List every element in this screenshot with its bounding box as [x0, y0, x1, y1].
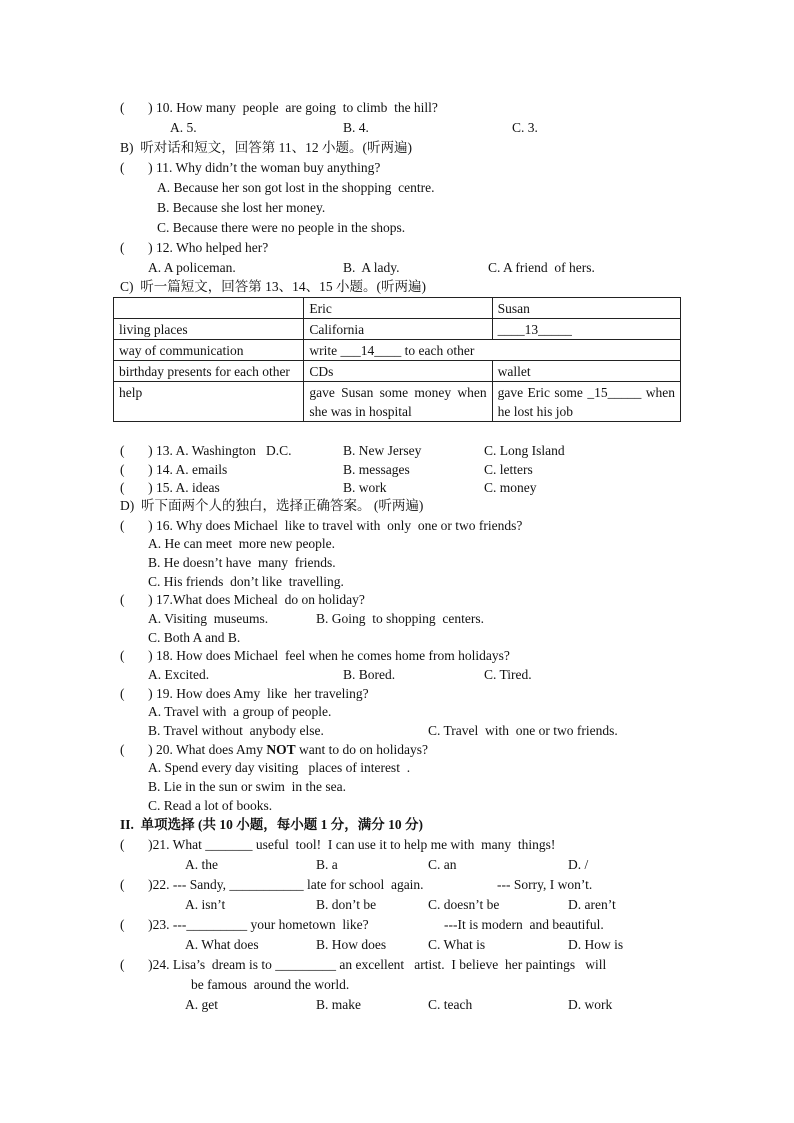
table-cell: help: [114, 382, 304, 422]
q11-option-a: A. Because her son got lost in the shopping centre.: [157, 180, 435, 195]
q22-stem: ( )22. --- Sandy, ___________ late for school again.: [120, 877, 424, 892]
table-cell: way of communication: [114, 340, 304, 361]
q23-stem: ( )23. ---_________ your hometown like?: [120, 917, 369, 932]
section-c-heading: C) 听一篇短文，回答第 13、14、15 小题。(听两遍): [120, 279, 426, 294]
q15-option-c: C. money: [484, 480, 537, 495]
q18-option-c: C. Tired.: [484, 667, 532, 682]
q15-stem: ( ) 15. A. ideas: [120, 480, 220, 495]
q10-option-b: B. 4.: [343, 120, 369, 135]
table-row: [114, 340, 681, 361]
q20-option-b: B. Lie in the sun or swim in the sea.: [148, 779, 346, 794]
table-cell: living places: [114, 319, 304, 340]
table-cell: ____13_____: [492, 319, 680, 340]
q23-option-a: A. What does: [185, 937, 259, 952]
q17-option-c: C. Both A and B.: [148, 630, 241, 645]
q22-reply: --- Sorry, I won’t.: [497, 877, 593, 892]
q12-option-c: C. A friend of hers.: [488, 260, 595, 275]
q13-option-c: C. Long Island: [484, 443, 565, 458]
q24-stem: ( )24. Lisa’s dream is to _________ an excellent artist. I believe her paintings will: [120, 957, 607, 972]
q11-option-b: B. Because she lost her money.: [157, 200, 326, 215]
q20-option-a: A. Spend every day visiting places of interest .: [148, 760, 411, 775]
q18-option-a: A. Excited.: [148, 667, 210, 682]
q17-option-a: A. Visiting museums.: [148, 611, 269, 626]
q21-option-d: D. /: [568, 857, 589, 872]
q21-stem: ( )21. What _______ useful tool! I can use it to help me with many things!: [120, 837, 556, 852]
table-row: [114, 382, 681, 422]
q19-option-a: A. Travel with a group of people.: [148, 704, 332, 719]
q16-option-a: A. He can meet more new people.: [148, 536, 336, 551]
q12-stem: ( ) 12. Who helped her?: [120, 240, 269, 255]
q22-option-d: D. aren’t: [568, 897, 616, 912]
info-table: [113, 297, 681, 422]
table-cell: gave Susan some money when she was in hospital: [304, 382, 492, 422]
q22-option-a: A. isn’t: [185, 897, 226, 912]
table-cell: [114, 298, 304, 319]
q21-option-a: A. the: [185, 857, 218, 872]
q16-stem: ( ) 16. Why does Michael like to travel with only one or two friends?: [120, 518, 523, 533]
q21-option-b: B. a: [316, 857, 338, 872]
q16-option-c: C. His friends don’t like travelling.: [148, 574, 344, 589]
table-row: [114, 319, 681, 340]
q19-stem: ( ) 19. How does Amy like her traveling?: [120, 686, 369, 701]
q14-option-c: C. letters: [484, 462, 533, 477]
q12-option-b: B. A lady.: [343, 260, 400, 275]
q19-option-b: B. Travel without anybody else.: [148, 723, 324, 738]
table-cell: write ___14____ to each other: [304, 340, 681, 361]
table-cell: CDs: [304, 361, 492, 382]
q24-option-a: A. get: [185, 997, 218, 1012]
table-cell: Susan: [492, 298, 680, 319]
q19-option-c: C. Travel with one or two friends.: [428, 723, 618, 738]
q12-option-a: A. A policeman.: [148, 260, 236, 275]
q23-option-d: D. How is: [568, 937, 624, 952]
q23-reply: ---It is modern and beautiful.: [444, 917, 604, 932]
q20-stem-start: ( ) 20. What does Amy: [120, 742, 267, 757]
table-cell: wallet: [492, 361, 680, 382]
q20-stem: [120, 741, 428, 758]
section-d-heading: D) 听下面两个人的独白，选择正确答案。 (听两遍): [120, 498, 424, 513]
q20-stem-emphasis: NOT: [266, 742, 296, 757]
q21-option-c: C. an: [428, 857, 457, 872]
table-cell: birthday presents for each other: [114, 361, 304, 382]
q13-stem: ( ) 13. A. Washington D.C.: [120, 443, 292, 458]
q22-option-b: B. don’t be: [316, 897, 377, 912]
q24-option-b: B. make: [316, 997, 361, 1012]
q11-stem: ( ) 11. Why didn’t the woman buy anything?: [120, 160, 381, 175]
q14-stem: ( ) 14. A. emails: [120, 462, 228, 477]
q10-option-c: C. 3.: [512, 120, 538, 135]
q15-option-b: B. work: [343, 480, 387, 495]
table-cell: California: [304, 319, 492, 340]
q17-option-b: B. Going to shopping centers.: [316, 611, 484, 626]
q24-stem-continued: be famous around the world.: [191, 977, 350, 992]
q10-stem: ( ) 10. How many people are going to climb the hill?: [120, 100, 438, 115]
q23-option-c: C. What is: [428, 937, 486, 952]
q17-stem: ( ) 17.What does Micheal do on holiday?: [120, 592, 365, 607]
table-row: [114, 361, 681, 382]
part2-heading: II. 单项选择 (共 10 小题，每小题 1 分，满分 10 分): [120, 817, 423, 832]
q23-option-b: B. How does: [316, 937, 387, 952]
section-b-heading: B) 听对话和短文，回答第 11、12 小题。(听两遍): [120, 140, 412, 155]
q18-option-b: B. Bored.: [343, 667, 396, 682]
q16-option-b: B. He doesn’t have many friends.: [148, 555, 336, 570]
table-cell: gave Eric some _15_____ when he lost his job: [492, 382, 680, 422]
q11-option-c: C. Because there were no people in the shops.: [157, 220, 406, 235]
q24-option-d: D. work: [568, 997, 613, 1012]
q22-option-c: C. doesn’t be: [428, 897, 500, 912]
q14-option-b: B. messages: [343, 462, 410, 477]
table-row: [114, 298, 681, 319]
q10-option-a: A. 5.: [170, 120, 197, 135]
q13-option-b: B. New Jersey: [343, 443, 422, 458]
q24-option-c: C. teach: [428, 997, 473, 1012]
q18-stem: ( ) 18. How does Michael feel when he comes home from holidays?: [120, 648, 510, 663]
q20-option-c: C. Read a lot of books.: [148, 798, 273, 813]
q20-stem-end: want to do on holidays?: [295, 742, 428, 757]
table-cell: Eric: [304, 298, 492, 319]
